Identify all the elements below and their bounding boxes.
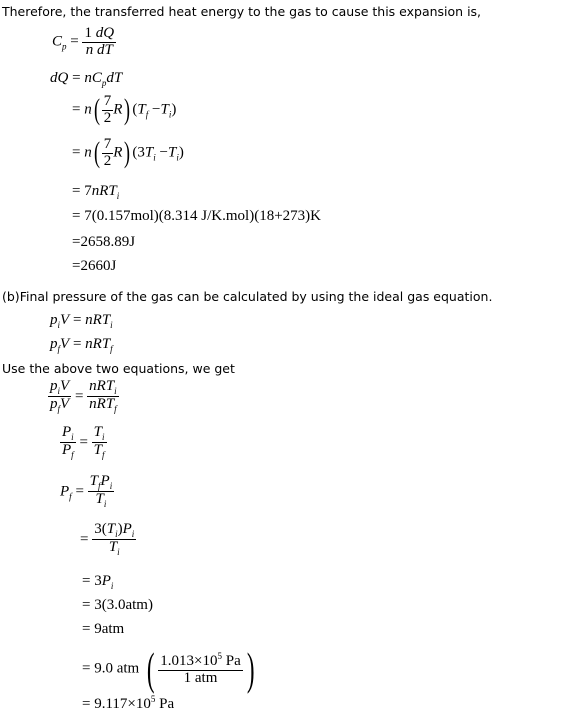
part-b-text: (b)Final pressure of the gas can be calculated by using the ideal gas equation. xyxy=(2,289,493,304)
equation-pf-6: = 9.0 atm ( $\frac{1.013\times 10^5 Pa}{\text{1 atm}}$ ) xyxy=(82,643,255,694)
equation-pf-7: = $9.117\times 10^5$ Pa xyxy=(82,694,175,712)
equation-pf-2: = $\frac{3(T_i)P_i}{T_i}$ xyxy=(80,521,135,558)
equation-pf-5: = 9atm xyxy=(82,621,125,637)
equation-dq: dQ = $nC_pdT$ xyxy=(50,70,123,88)
equation-step4: = 7(0.157mol)(8.314 J/K.mol)(18+273)K xyxy=(72,208,321,224)
equation-ideal-initial: $p_iV = nRT_i$ xyxy=(50,312,113,330)
equation-ratio-2: $\frac{P_i}{P_f}$ = $\frac{T_i}{T_f}$ xyxy=(62,424,105,461)
equation-step1: = n( $\frac{7}{2}$ R) $(T_f -T_i)$ xyxy=(72,93,177,127)
use-equations-text: Use the above two equations, we get xyxy=(2,361,235,376)
equation-step6: =2660J xyxy=(72,258,117,274)
equation-pf-3: = $3P_i$ xyxy=(82,573,114,591)
equation-ideal-final: $p_fV = nRT_f$ xyxy=(50,336,113,354)
equation-step3: = 7nRT$_i$ xyxy=(72,183,120,201)
intro-text: Therefore, the transferred heat energy to the gas to cause this expansion is, xyxy=(2,4,482,19)
equation-pf-1: $P_f$ = $\frac{T_fP_i}{T_i}$ xyxy=(60,473,113,510)
equation-step5: =2658.89J xyxy=(72,234,136,250)
equation-cp-definition: $C_p$ = $\frac{1 dQ}{\text{n dT}}$ xyxy=(52,25,115,58)
equation-step2: = n( $\frac{7}{2}$ R) $(3T_i -T_i)$ xyxy=(72,136,184,170)
equation-pf-4: = 3(3.0atm) xyxy=(82,597,153,613)
equation-ratio-1: $\frac{p_iV}{p_fV}$ = $\frac{nRT_i}{nRT_f}$ xyxy=(50,378,117,415)
